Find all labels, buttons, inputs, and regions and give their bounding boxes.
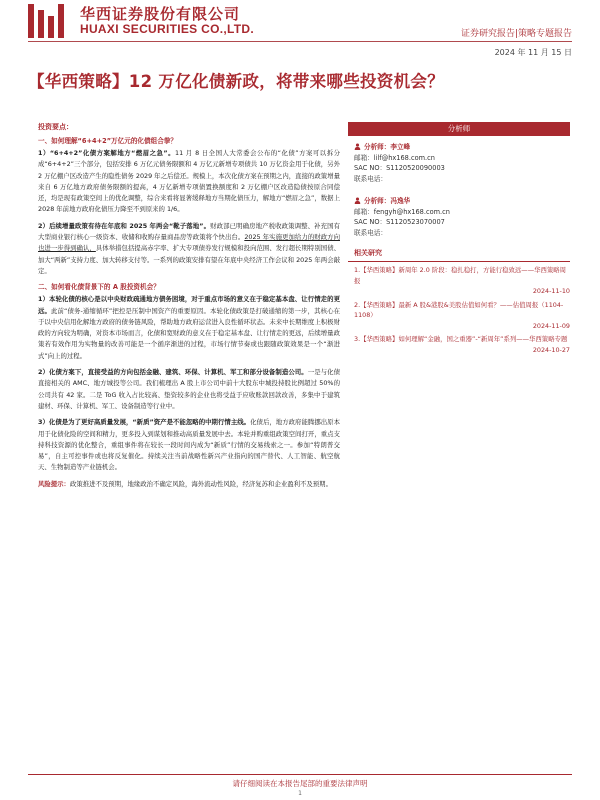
risk-warning (38, 479, 340, 490)
risk-label: 风险提示： (38, 479, 70, 488)
report-type: 证券研究报告|策略专题报告 (460, 29, 572, 39)
related-link[interactable]: 1.【华西策略】新周年 2.0 阶段：稳扎稳打，方能行稳致远——华西策略周报 (354, 266, 567, 285)
analyst-phone: 联系电话： (354, 228, 387, 237)
related-date: 2024-10-27 (532, 345, 570, 354)
analyst-name (354, 196, 570, 207)
analyst-name-text: 分析师：冯逸华 (364, 197, 411, 205)
analyst-card (348, 196, 570, 238)
paragraph-2-2 (38, 367, 340, 412)
paragraph-1-2 (38, 221, 340, 277)
paragraph-body: 化债后，地方政府能腾挪出原本用于化债化险的空间和精力，更多投入到谋划和推动高质量发展中去。本轮并购重组政策空间打开，重点支持科技资源的优化整合，重组事件将在较长一段时间内成为“新质”行情的交易线索之一。参加“特朗普交易”，自主可控事件或也将反复催化。持续关注当前战略性新兴产业指向的国产替代、人工智能、航空航天、生物制造等产业链机会。 (38, 418, 340, 472)
company-logo (28, 4, 68, 38)
company-name-en: HUAXI SECURITIES CO.,LTD. (80, 22, 254, 36)
related-link[interactable]: 2.【华西策略】最新 A 股&港股&美股估值如何看？——估值周报（1104-1108） (354, 300, 564, 319)
paragraph-body: 此前“债务-通缩循环”把控是压制中国资产的重要原因。本轮化债政策是打破通缩的第一步，其核心在于以中央信用化解地方政府的债务链风险，帮助地方政府运营进入良性循环状态。未来中长期维度上积极财政的方向较为明确，对资本市场而言，化债和宽财政的意义在于稳定基本盘、让行情走的更远，后续增量政策若有效作用为实物量的改善可能是一个循序渐进的过程，市场行情节奏或也跟随政策效果是一个“渐进式”向上的过程。 (38, 306, 340, 360)
related-date: 2024-11-09 (532, 321, 570, 330)
report-title: 【华西策略】12 万亿化债新政，将带来哪些投资机会？ (28, 72, 445, 91)
paragraph-body: 11 月 8 日全国人大常委会公布的“化债”方案可以拆分成“6+4+2”三个部分，包括安排 6 万亿元债务限额和 4 万亿元新增专项债共 10 万亿资金用于化债，另外 2 万亿棚户区改造产生的隐性债务 2029 年之后偿还。规模上，本次化债方案在预期之内，直接的政策增量来自 6 万亿地方政府债务限额的提高，4 万亿新增专项债置换额度和 2 万亿棚户区改造隐债按原合同偿还，均是现有政策空间上的优化调整，综合来看将显著缓释地方当期化债压力，解地方“燃眉之急”，数据上 2028 年前地方政府化债压力降至不到原来的 1/6。 (38, 149, 341, 214)
analyst-sac: SAC NO：S1120520090003 (354, 164, 445, 172)
paragraph-1-1 (38, 148, 340, 216)
section-1-title: 一、如何理解“6+4+2”万亿元的化债组合拳？ (38, 137, 177, 145)
paragraph-body: 一是与化债直接相关的 AMC、地方城投等公司。我们梳理出 A 股上市公司中前十大股东中城投持股比例超过 50%的公司共有 42 家。二是 ToG 收入占比较高、垫资较多的企业也将受益于应收账款回款改善，多集中于建筑建材、环保、计算机、军工、设备制造等行业中。 (38, 368, 340, 410)
header-divider (28, 41, 572, 42)
company-name-cn: 华西证券股份有限公司 (80, 5, 241, 23)
paragraph-lead: 2）化债方案下，直接受益的方向包括金融、建筑、环保、计算机、军工和部分设备制造公司。 (38, 368, 308, 377)
paragraph-body: 具体举措包括提高赤字率、扩大专项债券发行规模和投向范围、发行超长期特别国债、加大“两新”支持力度、加大转移支付等。一系列的政策安排有望在年底中央经济工作会议和 2025 年两会敲定。 (38, 244, 341, 275)
related-research-title: 相关研究 (354, 249, 382, 257)
paragraph-lead: 1）“6+4+2”化债方案解地方“燃眉之急”。 (38, 149, 176, 157)
analyst-email[interactable]: 邮箱：lilf@hx168.com.cn (354, 153, 435, 162)
analyst-email[interactable]: 邮箱：fengyh@hx168.com.cn (354, 207, 450, 216)
person-icon (354, 143, 361, 150)
report-date: 2024 年 11 月 15 日 (494, 48, 572, 57)
analyst-phone: 联系电话： (354, 174, 387, 183)
paragraph-lead: 3）化债是为了更好高质量发展，“新质”资产是不能忽略的中期行情主线。 (38, 418, 251, 427)
paragraph-2-1 (38, 294, 340, 362)
analyst-header: 分析师 (348, 122, 570, 136)
paragraph-underline: 2025 年实施更加给力的财政方向也进一步得到确认， (38, 233, 340, 253)
risk-text: 政策推进不及预期，地缘政治不确定风险，海外流动性风险，经济复苏和企业盈利不及预期。 (69, 479, 332, 488)
analyst-card (348, 142, 570, 184)
paragraph-lead: 1）本轮化债的核心是以中央财政疏通地方债务困境，对于重点市场的意义在于稳定基本盘、让行情走的更远。 (38, 295, 340, 315)
analyst-name (354, 142, 570, 153)
person-icon (354, 197, 361, 204)
related-link[interactable]: 3.【华西策略】如何理解“金融，国之重器”-“新周年”系列——华西策略专题 (354, 335, 568, 343)
page-number: 1 (298, 790, 302, 797)
key-points-heading: 投资要点： (38, 123, 73, 131)
analyst-name-text: 分析师：李立峰 (364, 143, 411, 151)
related-date: 2024-11-10 (532, 287, 570, 295)
analyst-sac: SAC NO：S1120523070007 (354, 218, 445, 226)
paragraph-2-3 (38, 417, 340, 473)
paragraph-body: 财政部已明确房地产税收政策调整、补充国有大型商业银行核心一级资本、收储和收购存量商品房等政策将个快出台。 (38, 221, 341, 242)
main-content (38, 122, 340, 490)
footer-divider (28, 774, 572, 775)
legal-notice: 请仔细阅读在本报告尾部的重要法律声明 (232, 779, 368, 788)
section-2-title: 二、如何看化债背景下的 A 股投资机会？ (38, 283, 160, 292)
related-divider (348, 261, 570, 262)
paragraph-lead: 2）后续增量政策有待在年底和 2025 年两会“靴子落地”。 (38, 221, 211, 230)
sidebar (348, 122, 570, 358)
